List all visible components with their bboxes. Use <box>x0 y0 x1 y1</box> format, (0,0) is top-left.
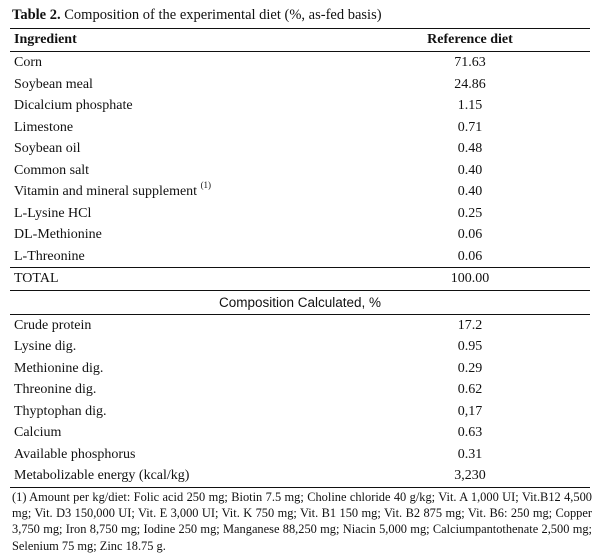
footnote-marker: (1) <box>200 180 212 191</box>
row-value: 0.25 <box>457 205 483 221</box>
diet-composition-table <box>10 28 590 488</box>
row-label-text: Vitamin and mineral supplement <box>14 184 201 199</box>
row-label <box>10 95 310 117</box>
row-value: 1.15 <box>457 98 483 113</box>
row-value: 3,230 <box>310 465 590 487</box>
row-label-text: Corn <box>14 55 42 70</box>
row-value: 0.31 <box>457 446 483 462</box>
row-value: 0.40 <box>457 184 483 199</box>
ingredient-row <box>10 138 590 160</box>
row-label <box>10 246 310 268</box>
ingredient-row <box>10 52 590 74</box>
row-label-text: DL-Methionine <box>14 227 102 242</box>
row-label-text: Available phosphorus <box>14 446 136 462</box>
total-value: 100.00 <box>310 268 590 291</box>
ingredient-row <box>10 95 590 117</box>
row-label-text: Common salt <box>14 162 90 178</box>
row-label <box>10 74 310 96</box>
row-label-text: Dicalcium phosphate <box>14 98 133 113</box>
calculated-row <box>10 444 590 466</box>
calculated-rows <box>10 314 590 487</box>
row-label <box>10 117 310 139</box>
calculated-row <box>10 379 590 401</box>
row-value: 0.06 <box>457 248 483 264</box>
header-ingredient: Ingredient <box>10 29 310 52</box>
row-label-text: Lysine dig. <box>14 339 77 354</box>
ingredient-row <box>10 160 590 182</box>
row-label <box>10 401 310 423</box>
row-label <box>10 336 310 358</box>
table-caption <box>12 6 590 24</box>
row-value: 71.63 <box>454 55 486 70</box>
row-value: 17.2 <box>457 317 483 333</box>
ingredient-row <box>10 117 590 139</box>
row-label <box>10 224 310 246</box>
header-reference-diet: Reference diet <box>310 29 590 52</box>
calculated-row <box>10 465 590 487</box>
row-label <box>10 52 310 74</box>
row-label <box>10 203 310 225</box>
ingredient-row <box>10 203 590 225</box>
row-label <box>10 422 310 444</box>
calculated-row <box>10 314 590 336</box>
row-label <box>10 379 310 401</box>
table-footnote: (1) Amount per kg/diet: Folic acid 250 mg; Biotin 7.5 mg; Choline chloride 40 g/kg; Vit. A 1,000 UI; Vit.B12 4,500 mg; Vit. D3 150,000 UI; Vit. E 3,000 UI; Vit. K 750 mg; Vit. B1 150 mg; Vit. B2 875 mg; Vit. B6: 250 mg; Copper 3,750 mg; Iron 8,750 mg; Iodine 250 mg; Manganese 88,250 mg; Niacin 5,000 mg; Calciumpantothenate 2,500 mg; Selenium 75 mg; Zinc 18.75 g. <box>12 489 592 553</box>
row-label-text: Thyptophan dig. <box>14 403 107 419</box>
total-label: TOTAL <box>10 268 310 291</box>
row-label-text: Limestone <box>14 119 74 135</box>
ingredient-row <box>10 74 590 96</box>
row-value: 0.63 <box>457 425 483 440</box>
calculated-row <box>10 401 590 423</box>
row-value: 0.95 <box>457 339 483 354</box>
table-title: Composition of the experimental diet (%, as-fed basis) <box>60 7 382 23</box>
row-label-text: Crude protein <box>14 317 92 333</box>
row-label <box>10 444 310 466</box>
row-label <box>10 465 310 487</box>
row-label-text: Calcium <box>14 425 62 440</box>
section-header-row <box>10 290 590 314</box>
row-value: 24.86 <box>454 76 486 92</box>
row-label-text: Soybean meal <box>14 76 93 92</box>
row-value: 0.48 <box>457 141 483 156</box>
row-label-text: Metabolizable energy (kcal/kg) <box>14 468 190 483</box>
row-label <box>10 358 310 380</box>
row-label <box>10 314 310 336</box>
ingredient-row <box>10 224 590 246</box>
row-label <box>10 138 310 160</box>
row-label <box>10 181 310 203</box>
row-label-text: L-Threonine <box>14 248 85 264</box>
row-label-text: Soybean oil <box>14 141 81 156</box>
row-value: 0,17 <box>457 403 483 419</box>
row-value: 0.71 <box>457 119 483 135</box>
total-row <box>10 268 590 291</box>
table-label: Table 2. <box>12 7 61 23</box>
ingredient-row <box>10 181 590 203</box>
row-label <box>10 160 310 182</box>
row-label-text: Methionine dig. <box>14 360 104 376</box>
section-title: Composition Calculated, % <box>10 290 590 314</box>
row-value: 0.40 <box>457 162 483 178</box>
row-label-text: Threonine dig. <box>14 382 97 397</box>
table-header-row <box>10 29 590 52</box>
calculated-row <box>10 422 590 444</box>
calculated-row <box>10 358 590 380</box>
row-label-text: L-Lysine HCl <box>14 205 92 221</box>
row-value: 0.06 <box>457 227 483 242</box>
ingredient-rows <box>10 52 590 268</box>
row-value: 0.62 <box>457 382 483 397</box>
calculated-row <box>10 336 590 358</box>
row-value: 0.29 <box>457 360 483 376</box>
ingredient-row <box>10 246 590 268</box>
